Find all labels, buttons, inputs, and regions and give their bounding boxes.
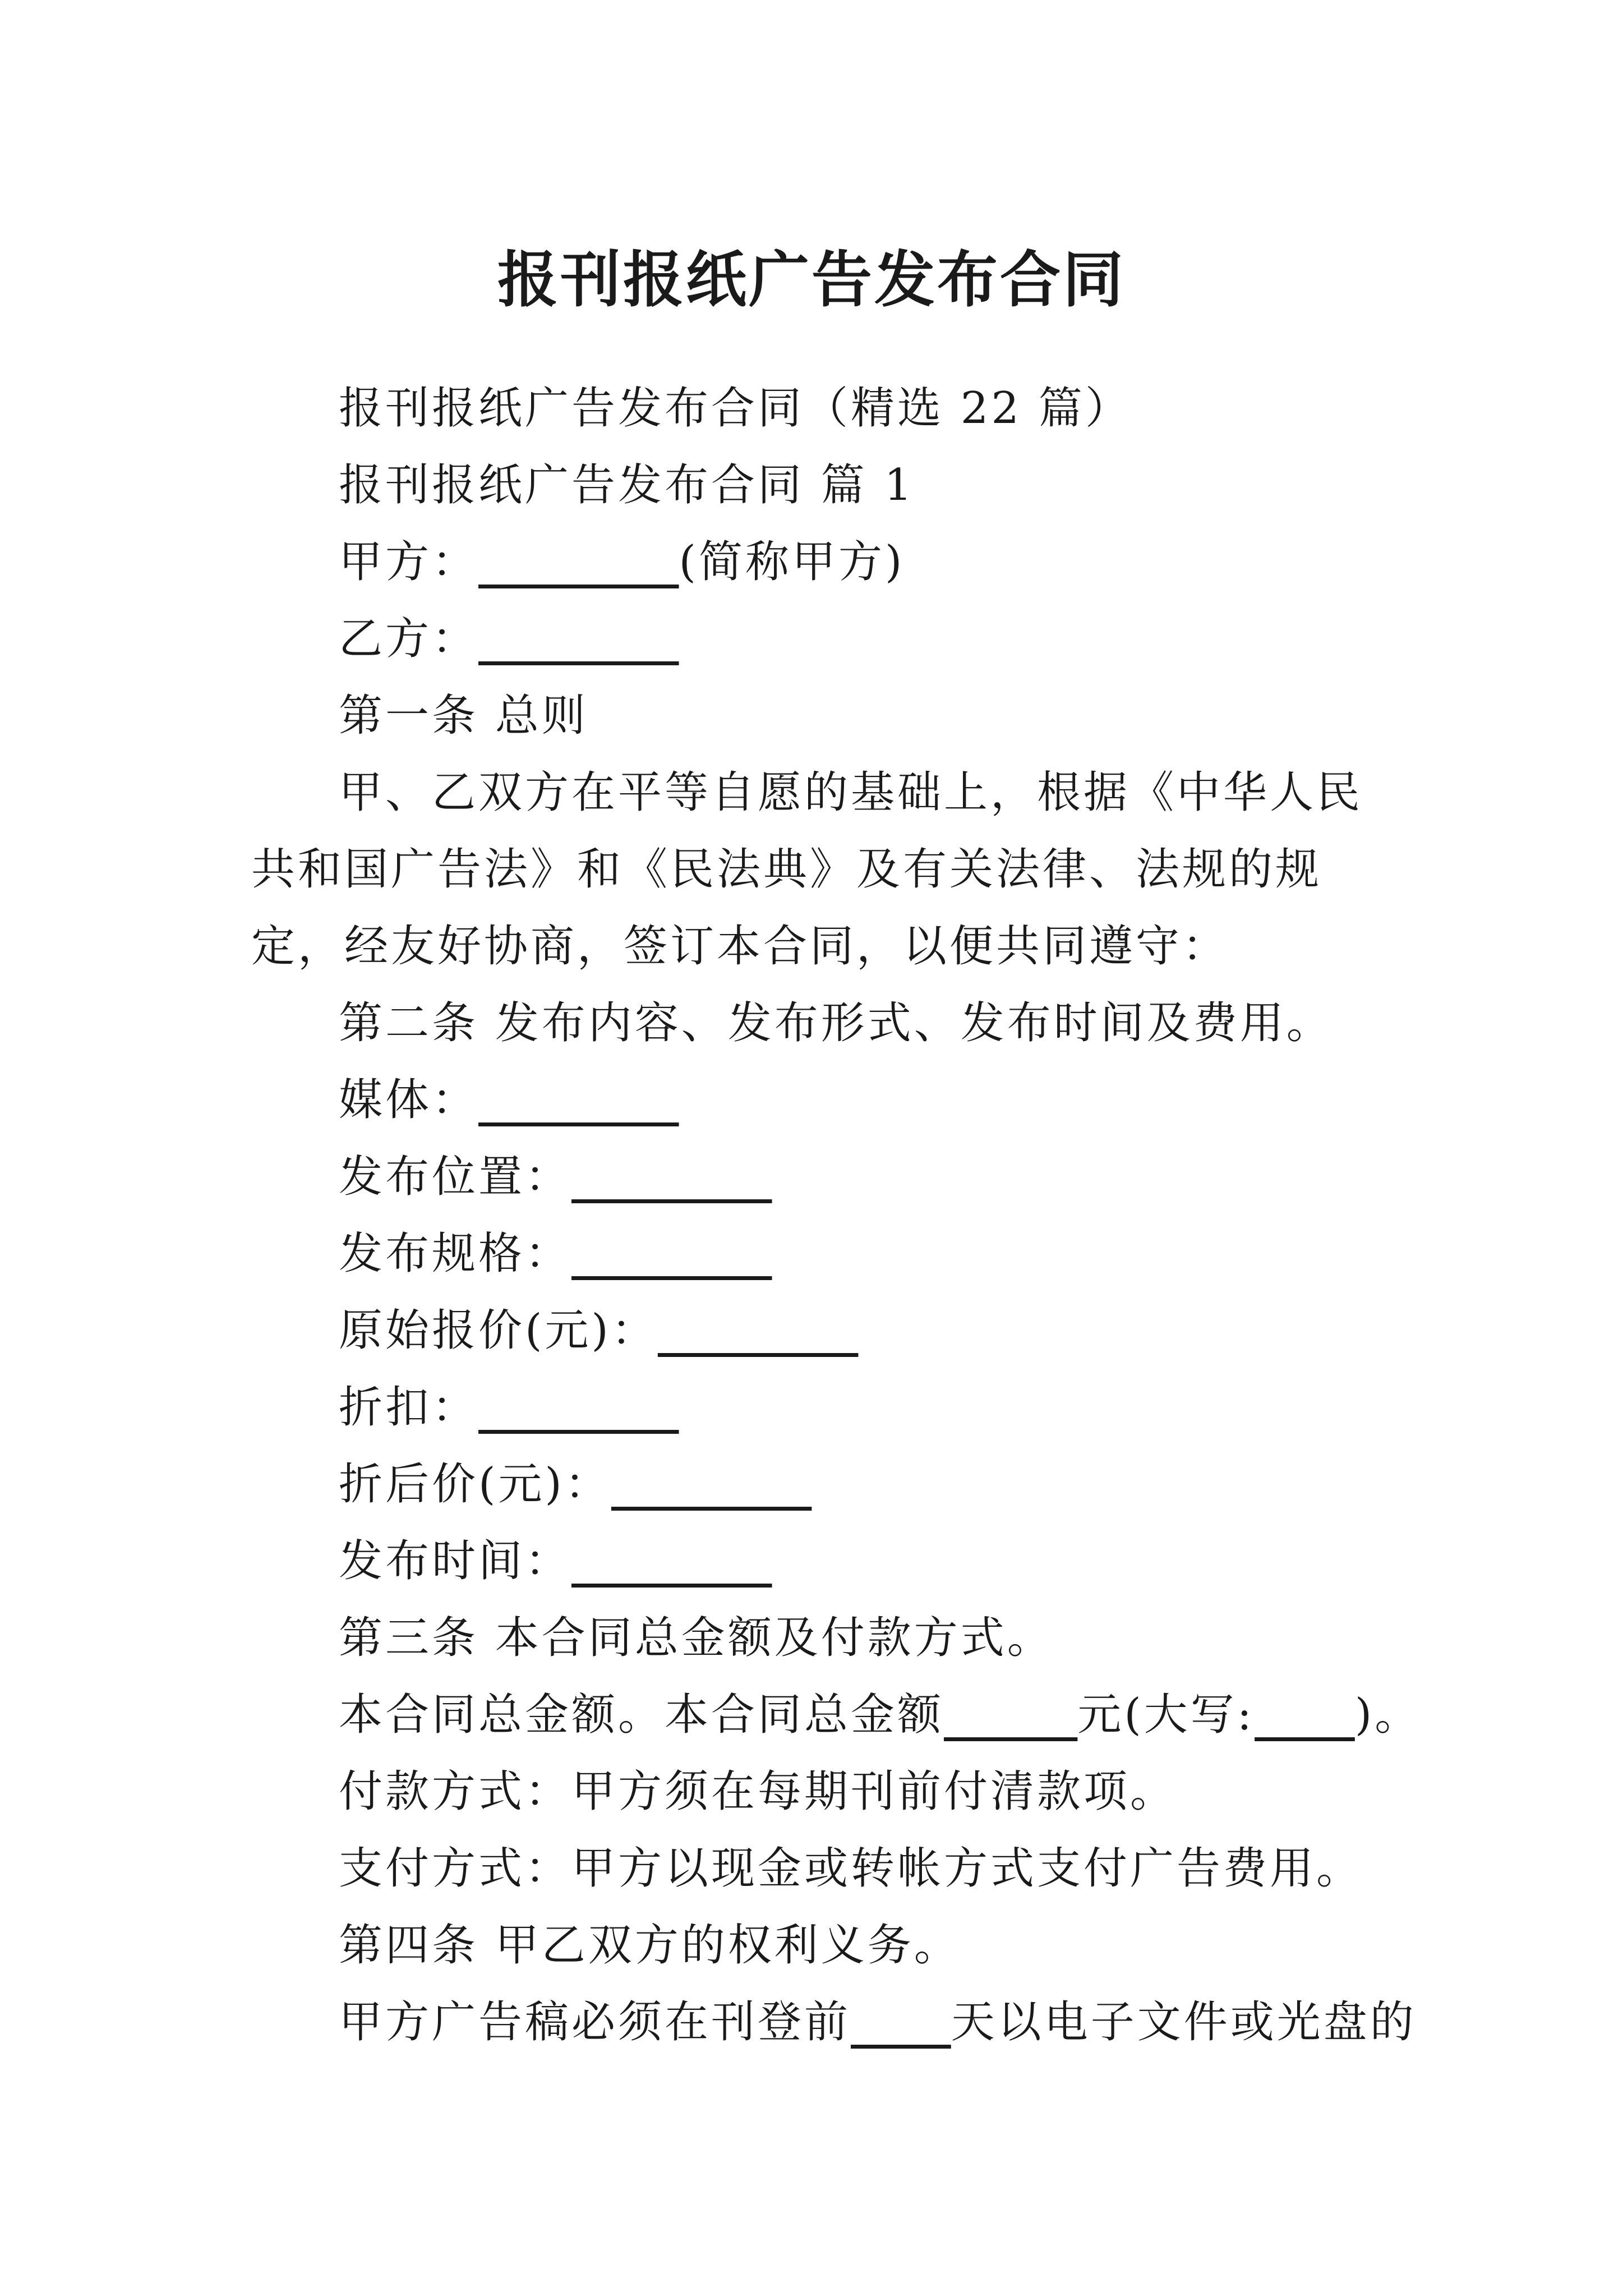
paragraph-party-a: [251, 524, 1401, 601]
paragraph-text: (简称甲方): [679, 537, 905, 587]
fill-in-blank[interactable]: [571, 1536, 772, 1586]
fill-in-blank[interactable]: [571, 1152, 772, 1202]
paragraph-party-b: [251, 601, 1401, 678]
paragraph-text: 本合同总金额。本合同总金额: [339, 1690, 944, 1740]
paragraph-text: 支付方式：甲方以现金或转帐方式支付广告费用。: [339, 1843, 1363, 1894]
paragraph-section-heading: [251, 447, 1401, 524]
paragraph-text: 发布位置：: [339, 1152, 572, 1202]
fill-in-blank[interactable]: [478, 614, 679, 664]
fill-in-blank[interactable]: [1255, 1690, 1355, 1740]
paragraph-text: 第二条 发布内容、发布形式、发布时间及费用。: [339, 998, 1333, 1048]
fill-in-blank[interactable]: [944, 1690, 1077, 1740]
fill-in-blank[interactable]: [478, 537, 679, 587]
fill-in-blank[interactable]: [658, 1305, 859, 1356]
paragraph-text: 乙方：: [339, 614, 479, 664]
fill-in-blank[interactable]: [851, 1997, 951, 2047]
paragraph-text: 甲、乙双方在平等自愿的基础上，根据《中华人民共和国广告法》和《民法典》及有关法律、法规的规定，经友好协商，签订本合同，以便共同遵守：: [251, 767, 1363, 972]
paragraph-spec: [251, 1216, 1401, 1292]
paragraph-publish-time: [251, 1523, 1401, 1600]
document-body: [251, 370, 1422, 2061]
paragraph-text: 媒体：: [339, 1075, 479, 1125]
paragraph-text: 原始报价(元)：: [339, 1305, 658, 1356]
paragraph-original-price: [251, 1292, 1401, 1369]
paragraph-text: 发布时间：: [339, 1536, 572, 1586]
paragraph-article-4-body: [251, 1984, 1417, 2061]
paragraph-text: 折扣：: [339, 1382, 479, 1433]
paragraph-article-4-heading: [251, 1907, 1401, 1984]
paragraph-text: 天以电子文件或光盘的: [951, 1997, 1417, 2047]
paragraph-subtitle: [251, 370, 1401, 447]
paragraph-text: 第三条 本合同总金额及付款方式。: [339, 1613, 1054, 1663]
paragraph-text: )。: [1354, 1690, 1422, 1740]
paragraph-article-3-heading: [251, 1600, 1401, 1677]
paragraph-text: 报刊报纸广告发布合同 篇 1: [339, 460, 915, 510]
fill-in-blank[interactable]: [611, 1459, 812, 1510]
paragraph-media: [251, 1062, 1401, 1139]
paragraph-position: [251, 1139, 1401, 1216]
paragraph-text: 报刊报纸广告发布合同（精选 22 篇）: [339, 383, 1132, 434]
paragraph-text: 发布规格：: [339, 1228, 572, 1279]
document-title: 报刊报纸广告发布合同: [497, 245, 1126, 316]
paragraph-text: 元(大写:: [1077, 1690, 1255, 1740]
paragraph-text: 付款方式：甲方须在每期刊前付清款项。: [339, 1766, 1177, 1817]
paragraph-text: 甲方：: [339, 537, 479, 587]
paragraph-total-amount: [251, 1677, 1422, 1754]
paragraph-discounted-price: [251, 1446, 1401, 1523]
paragraph-article-1-heading: [251, 678, 1401, 754]
paragraph-payment-method: [251, 1830, 1401, 1907]
paragraph-article-2-heading: [251, 985, 1401, 1062]
paragraph-text: 折后价(元)：: [339, 1459, 611, 1510]
paragraph-text: 甲方广告稿必须在刊登前: [339, 1997, 851, 2047]
paragraph-text: 第四条 甲乙双方的权利义务。: [339, 1920, 961, 1971]
paragraph-article-1-body: [251, 754, 1401, 985]
paragraph-text: 第一条 总则: [339, 691, 588, 741]
fill-in-blank[interactable]: [478, 1382, 679, 1433]
paragraph-discount: [251, 1369, 1401, 1446]
fill-in-blank[interactable]: [478, 1075, 679, 1125]
paragraph-payment-terms: [251, 1754, 1401, 1830]
fill-in-blank[interactable]: [571, 1228, 772, 1279]
